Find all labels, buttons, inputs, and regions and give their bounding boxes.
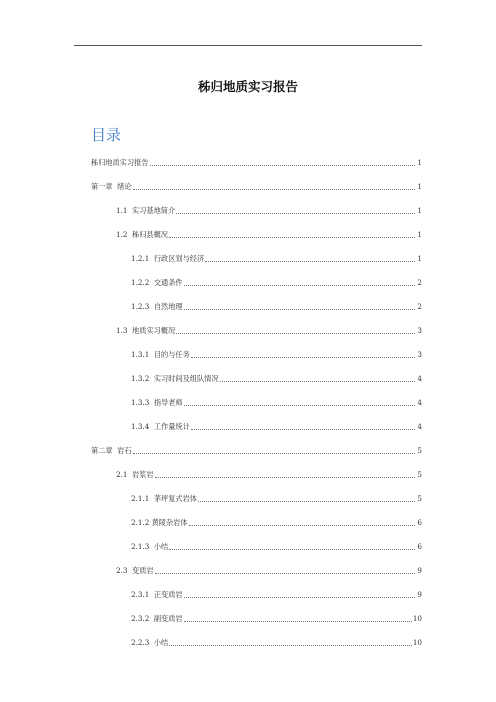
toc-entry-text: 2.3.1 正变质岩 — [131, 590, 183, 599]
toc-leader — [184, 405, 415, 406]
toc-page-number: 1 — [417, 158, 422, 167]
toc-entry[interactable] — [131, 493, 422, 505]
toc-leader — [155, 573, 415, 574]
toc-leader — [169, 549, 415, 550]
header-rule — [74, 45, 422, 46]
toc-leader — [169, 237, 415, 238]
toc-entry-text: 2.1.2 黄陵杂岩体 — [131, 518, 188, 527]
toc-entry-text: 1.1 实习基地简介 — [116, 206, 176, 215]
toc-leader — [205, 261, 415, 262]
toc-entry-text: 1.2.3 自然地理 — [131, 302, 183, 311]
toc-entry[interactable] — [116, 325, 422, 337]
toc-entry[interactable] — [131, 373, 422, 385]
toc-entry[interactable] — [91, 181, 422, 193]
toc-entry-text: 1.2 秭归县概况 — [116, 230, 168, 239]
toc-leader — [184, 285, 415, 286]
toc-leader — [176, 213, 415, 214]
toc-leader — [198, 501, 415, 502]
toc-entry-text: 2.2.3 小结 — [131, 638, 169, 647]
toc-entry[interactable] — [116, 565, 422, 577]
toc-entry[interactable] — [131, 517, 422, 529]
toc-page-number: 9 — [417, 590, 422, 599]
toc-page-number: 10 — [412, 614, 422, 623]
toc-entry[interactable] — [131, 541, 422, 553]
toc-page-number: 10 — [412, 638, 422, 647]
toc-leader — [169, 645, 412, 646]
toc-leader — [220, 381, 415, 382]
toc-entry[interactable] — [116, 229, 422, 241]
toc-page-number: 1 — [417, 182, 422, 191]
toc-entry[interactable] — [131, 589, 422, 601]
toc-page-number: 4 — [417, 422, 422, 431]
toc-entry[interactable] — [131, 397, 422, 409]
toc-entry-text: 2.3.2 副变质岩 — [131, 614, 183, 623]
toc-page-number: 2 — [417, 302, 422, 311]
toc-page-number: 5 — [417, 470, 422, 479]
toc-entry[interactable] — [91, 445, 422, 457]
toc-leader — [189, 525, 415, 526]
toc-leader — [191, 357, 415, 358]
toc-leader — [150, 165, 415, 166]
toc-entry-text: 2.1 岩浆岩 — [116, 470, 154, 479]
toc-entry-text: 1.3 地质实习概况 — [116, 326, 176, 335]
toc-entry-text: 2.1.1 茅坪复式岩体 — [131, 494, 197, 503]
toc-entry-text: 1.3.3 指导老师 — [131, 398, 183, 407]
toc-leader — [133, 189, 415, 190]
toc-entry[interactable] — [116, 205, 422, 217]
toc-page-number: 5 — [417, 446, 422, 455]
toc-entry[interactable] — [131, 253, 422, 265]
toc-entry[interactable] — [131, 613, 422, 625]
toc-page-number: 1 — [417, 254, 422, 263]
toc-entry[interactable] — [116, 469, 422, 481]
toc-heading: 目录 — [91, 126, 122, 144]
toc-entry-text: 秭归地质实习报告 — [91, 158, 149, 167]
toc-page-number: 4 — [417, 398, 422, 407]
toc-entry[interactable] — [131, 301, 422, 313]
toc-entry-text: 第一章 绪论 — [91, 182, 132, 191]
toc-entry-text: 2.1.3 小结 — [131, 542, 169, 551]
toc-leader — [184, 621, 412, 622]
toc-page-number: 9 — [417, 566, 422, 575]
toc-leader — [155, 477, 415, 478]
toc-leader — [184, 309, 415, 310]
toc-entry-text: 2.3 变质岩 — [116, 566, 154, 575]
document-title: 秭归地质实习报告 — [197, 79, 298, 94]
toc-leader — [176, 333, 415, 334]
toc-leader — [133, 453, 415, 454]
toc-entry[interactable] — [91, 157, 422, 169]
toc-page-number: 1 — [417, 206, 422, 215]
toc-page-number: 1 — [417, 230, 422, 239]
toc-page-number: 6 — [417, 518, 422, 527]
toc-page-number: 6 — [417, 542, 422, 551]
toc-leader — [184, 597, 415, 598]
toc-entry[interactable] — [131, 277, 422, 289]
toc-entry-text: 1.2.2 交通条件 — [131, 278, 183, 287]
toc-entry[interactable] — [131, 349, 422, 361]
toc-leader — [191, 429, 415, 430]
toc-page-number: 3 — [417, 326, 422, 335]
toc-entry-text: 第二章 岩石 — [91, 446, 132, 455]
toc-page-number: 5 — [417, 494, 422, 503]
toc-page-number: 4 — [417, 374, 422, 383]
toc-page-number: 3 — [417, 350, 422, 359]
toc-entry-text: 1.3.1 目的与任务 — [131, 350, 190, 359]
toc-page-number: 2 — [417, 278, 422, 287]
toc-entry-text: 1.3.2 实习时间及组队情况 — [131, 374, 219, 383]
toc-entry[interactable] — [131, 637, 422, 649]
toc-entry-text: 1.2.1 行政区划与经济 — [131, 254, 205, 263]
toc-entry-text: 1.3.4 工作量统计 — [131, 422, 190, 431]
toc-entry[interactable] — [131, 421, 422, 433]
